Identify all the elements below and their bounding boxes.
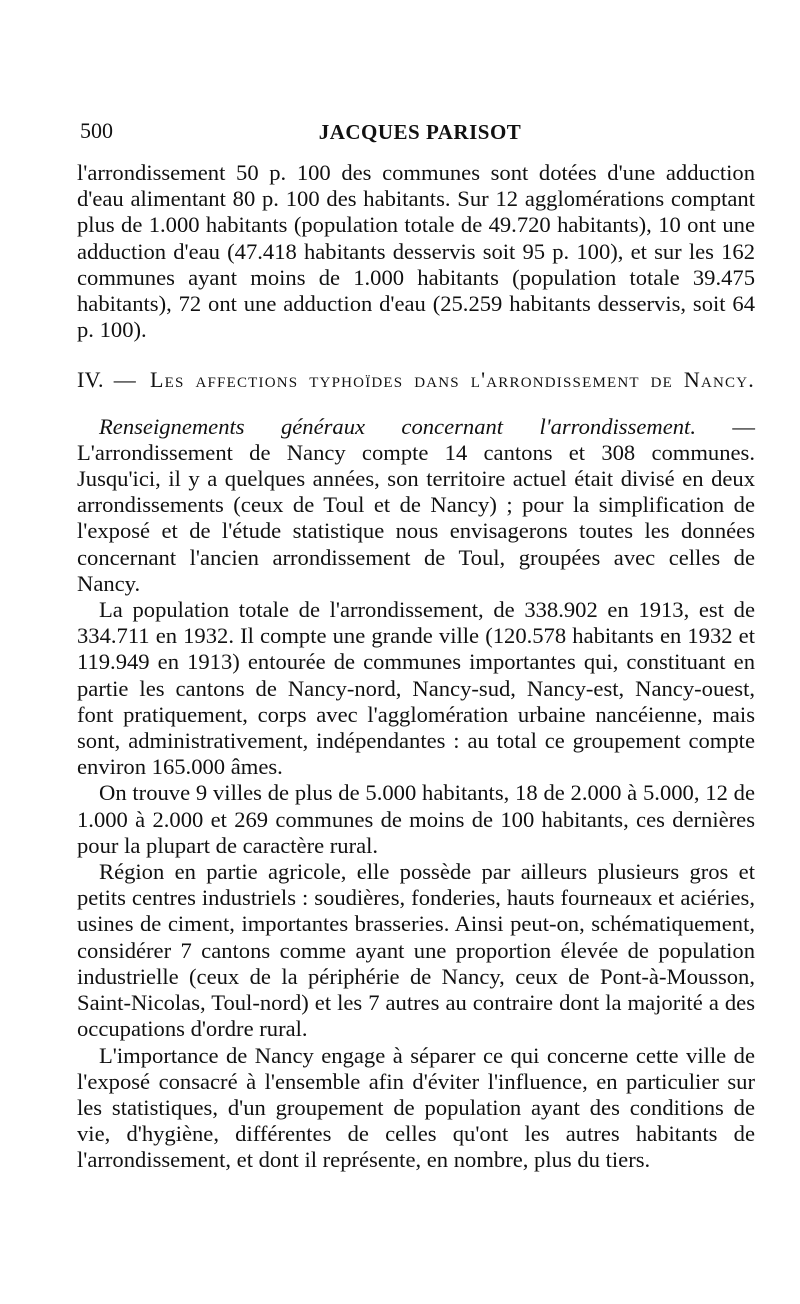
paragraph-adduction: l'arrondissement 50 p. 100 des communes sont dotées d'une adduction d'eau alimentant 80 p. 100 des habitants. Sur 12 agglomérations comptant plus de 1.000 habitants (population totale de 49.720 habitants), 10 ont une adduction d'eau (47.418 habitants desservis soit 95 p. 100), et sur les 162 communes ayant moins de 1.000 habitants (population totale 39.475 habitants), 72 ont une adduction d'eau (25.259 habitants desservis, soit 64 p. 100).: [77, 160, 755, 343]
subsection-heading: Renseignements généraux concernant l'arrondissement.: [99, 413, 696, 439]
page-body: [77, 160, 755, 1174]
paragraph-renseignements: [77, 414, 755, 597]
paragraph-villes: On trouve 9 villes de plus de 5.000 habitants, 18 de 2.000 à 5.000, 12 de 1.000 à 2.000 et 269 communes de moins de 100 habitants, ces dernières pour la plupart de caractère rural.: [77, 780, 755, 858]
section-heading: [77, 367, 755, 393]
section-number: IV. —: [77, 367, 137, 393]
running-title: JACQUES PARISOT: [318, 120, 522, 144]
page-number: 500: [80, 118, 113, 143]
subsection-text: — L'arrondissement de Nancy compte 14 cantons et 308 communes. Jusqu'ici, il y a quelques années, son territoire actuel était divisé en deux arrondissements (ceux de Toul et de Nancy) ; pour la simplification de l'exposé et de l'étude statistique nous envisagerons toutes les données concernant l'ancien arrondissement de Toul, groupées avec celles de Nancy.: [77, 413, 755, 596]
paragraph-population: La population totale de l'arrondissement, de 338.902 en 1913, est de 334.711 en 1932. Il compte une grande ville (120.578 habitants en 1932 et 119.949 en 1913) entourée de communes importantes qui, constituant en partie les cantons de Nancy-nord, Nancy-sud, Nancy-est, Nancy-ouest, font pratiquement, corps avec l'agglomération urbaine nancéienne, mais sont, administrativement, indépendantes : au total ce groupement compte environ 165.000 âmes.: [77, 597, 755, 780]
page-header: [80, 118, 760, 148]
section-title: Les affections typhoïdes dans l'arrondissement de Nancy.: [150, 367, 755, 393]
paragraph-importance: L'importance de Nancy engage à séparer ce qui concerne cette ville de l'exposé consacré à l'ensemble afin d'éviter l'influence, en particulier sur les statistiques, d'un groupement de population ayant des conditions de vie, d'hygiène, différentes de celles qu'ont les autres habitants de l'arrondissement, et dont il représente, en nombre, plus du tiers.: [77, 1042, 755, 1173]
paragraph-industrie: Région en partie agricole, elle possède par ailleurs plusieurs gros et petits centres industriels : soudières, fonderies, hauts fourneaux et aciéries, usines de ciment, importantes brasseries. Ainsi peut-on, schématiquement, considérer 7 cantons comme ayant une proportion élevée de population industrielle (ceux de la périphérie de Nancy, ceux de Pont-à-Mousson, Saint-Nicolas, Toul-nord) et les 7 autres au contraire dont la majorité a des occupations d'ordre rural.: [77, 859, 755, 1042]
